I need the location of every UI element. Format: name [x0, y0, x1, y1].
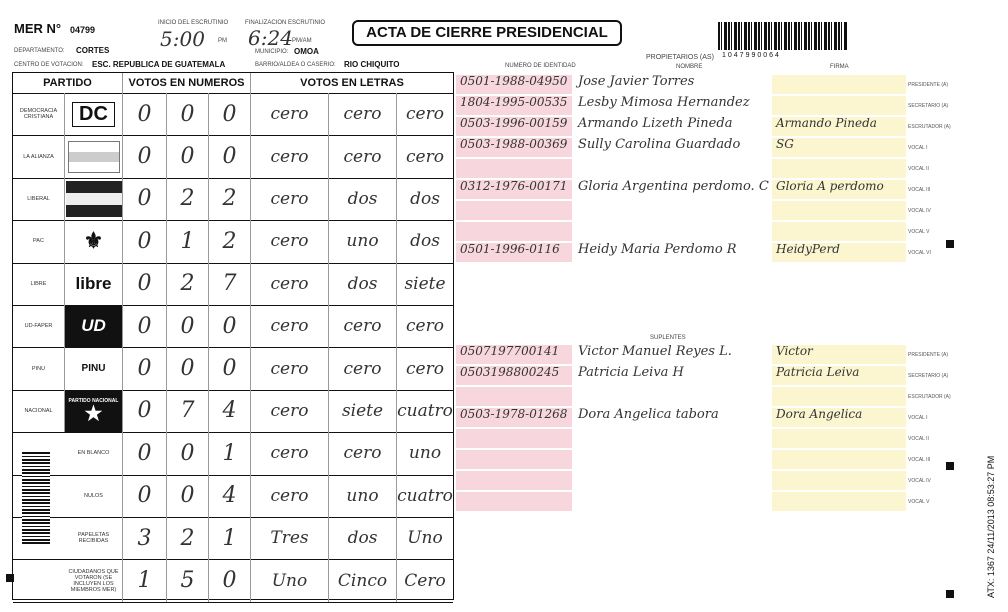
libre-logo: libre — [75, 273, 112, 293]
municipio-label: MUNICIPIO: — [255, 49, 289, 55]
member-signature: SG — [776, 137, 794, 151]
propietarios-label: PROPIETARIOS (AS) — [646, 54, 714, 61]
party-logo — [65, 305, 123, 347]
member-name: Patricia Leiva H — [578, 365, 684, 380]
identity-field-bg — [456, 159, 572, 178]
vote-row — [13, 390, 453, 433]
vote-row — [13, 135, 453, 178]
alignment-marker — [6, 574, 14, 582]
member-row — [456, 74, 949, 95]
party-name: LIBRE — [13, 263, 65, 305]
vote-word: cuatro — [397, 400, 453, 421]
vote-digit: 0 — [123, 263, 167, 305]
suplentes-label: SUPLENTES — [650, 335, 686, 341]
total-row-name: EN BLANCO — [65, 432, 123, 474]
party-logo — [65, 263, 123, 305]
vote-digit: 0 — [209, 559, 251, 601]
vote-word: cero — [251, 475, 329, 517]
timestamp-stamp: ATX: 1367 24/11/2013 08:53:27 PM — [986, 455, 996, 598]
member-row — [456, 407, 928, 428]
vote-word: uno — [329, 475, 397, 517]
member-id: 0507197700141 — [460, 344, 560, 358]
vote-digit: 7 — [209, 263, 251, 305]
party-name: NACIONAL — [13, 390, 65, 432]
barrio-label: BARRIO/ALDEA O CASERIO: — [255, 62, 336, 68]
departamento-value: CORTES — [76, 46, 110, 55]
vote-word: Uno — [407, 528, 443, 549]
vote-digit: 0 — [209, 93, 251, 135]
vote-word: cero — [251, 390, 329, 432]
member-role: VOCAL I — [908, 145, 928, 151]
alignment-marker — [946, 590, 954, 598]
member-row — [456, 200, 931, 221]
member-role: VOCAL IV — [908, 478, 931, 484]
vote-word: cero — [329, 347, 397, 389]
vote-digit: 0 — [167, 305, 209, 347]
vote-digit: 0 — [123, 178, 167, 220]
member-row — [456, 116, 951, 137]
member-name: Jose Javier Torres — [578, 74, 695, 89]
vote-word: cero — [406, 316, 444, 337]
signature-field-bg — [772, 75, 906, 94]
member-role: ESCRUTADOR (A) — [908, 124, 951, 130]
member-role: VOCAL VI — [908, 250, 931, 256]
member-name: Dora Angelica tabora — [578, 407, 719, 422]
mer-label: MER N° — [14, 21, 62, 36]
vote-word: cero — [251, 220, 329, 262]
liberal-flag-icon — [66, 181, 122, 217]
vote-word: cero — [251, 178, 329, 220]
inicio-value: 5:00 — [160, 27, 205, 51]
vote-word: cero — [406, 358, 444, 379]
member-role: SECRETARIO (A) — [908, 103, 949, 109]
vote-digit: 0 — [123, 305, 167, 347]
member-id: 1804-1995-00535 — [460, 95, 568, 109]
party-name: DEMOCRACIA CRISTIANA — [13, 93, 65, 135]
identity-field-bg — [456, 201, 572, 220]
vote-digit: 1 — [209, 517, 251, 559]
vote-word: dos — [410, 231, 440, 252]
vote-word: cero — [251, 432, 329, 474]
municipio-value: OMOA — [294, 47, 319, 56]
identity-field-bg — [456, 222, 572, 241]
vote-word: cero — [329, 305, 397, 347]
vote-digit: 0 — [167, 475, 209, 517]
party-name: PINU — [13, 347, 65, 389]
vote-digit: 0 — [123, 475, 167, 517]
total-row-name: NULOS — [65, 475, 123, 517]
member-row — [456, 242, 931, 263]
member-role: VOCAL II — [908, 436, 929, 442]
signature-field-bg — [772, 471, 906, 490]
identity-field-bg — [456, 450, 572, 469]
vote-digit: 1 — [209, 432, 251, 474]
party-name: LA ALIANZA — [13, 135, 65, 177]
signature-field-bg — [772, 450, 906, 469]
signature-field-bg — [772, 201, 906, 220]
member-row — [456, 137, 928, 158]
member-name: Lesby Mimosa Hernandez — [578, 95, 750, 110]
header-votos-letras: VOTOS EN LETRAS — [300, 77, 404, 89]
centro-value: ESC. REPUBLICA DE GUATEMALA — [92, 60, 226, 69]
vote-row — [13, 432, 453, 475]
vote-digit: 7 — [167, 390, 209, 432]
vote-word: Tres — [251, 517, 329, 559]
inicio-unit: PM — [218, 38, 227, 44]
vote-digit: 0 — [123, 220, 167, 262]
member-name: Heidy Maria Perdomo R — [578, 242, 737, 257]
ud-logo: UD — [81, 316, 106, 336]
vote-row — [13, 517, 453, 560]
vote-digit: 0 — [209, 135, 251, 177]
vote-digit: 0 — [167, 347, 209, 389]
member-id: 0503-1996-00159 — [460, 116, 568, 130]
member-role: SECRETARIO (A) — [908, 373, 949, 379]
vote-digit: 2 — [167, 517, 209, 559]
header-votos-numeros: VOTOS EN NUMEROS — [123, 73, 251, 93]
fin-label: FINALIZACION ESCRUTINIO — [245, 20, 326, 26]
vote-digit: 2 — [167, 263, 209, 305]
party-name: UD-FAPER — [13, 305, 65, 347]
inicio-label: INICIO DEL ESCRUTINIO — [158, 20, 229, 26]
vote-word: cero — [251, 93, 329, 135]
vote-row — [13, 305, 453, 348]
identity-field-bg — [456, 429, 572, 448]
member-row — [456, 344, 949, 365]
vote-digit: 0 — [123, 93, 167, 135]
vote-word: siete — [404, 273, 446, 294]
mer-number: 04799 — [70, 25, 96, 35]
vote-word: cero — [329, 135, 397, 177]
dc-logo: DC — [72, 102, 115, 127]
member-id: 0503-1988-00369 — [460, 137, 568, 151]
votes-table — [12, 72, 454, 600]
vote-word: dos — [329, 517, 397, 559]
vote-digit: 4 — [209, 475, 251, 517]
member-id: 0501-1996-0116 — [460, 242, 560, 256]
member-row — [456, 221, 930, 242]
identidad-label: NUMERO DE IDENTIDAD — [505, 63, 576, 69]
member-id: 0501-1988-04950 — [460, 74, 568, 88]
vote-digit: 2 — [209, 178, 251, 220]
vote-word: siete — [329, 390, 397, 432]
member-role: PRESIDENTE (A) — [908, 82, 949, 88]
member-signature: HeidyPerd — [776, 242, 840, 256]
vote-digit: 2 — [167, 178, 209, 220]
member-id: 0312-1976-00171 — [460, 179, 568, 193]
vote-digit: 1 — [123, 559, 167, 601]
member-name: Victor Manuel Reyes L. — [578, 344, 732, 359]
member-signature: Patricia Leiva — [776, 365, 860, 379]
table-header-row — [13, 73, 453, 94]
vote-word: cero — [251, 263, 329, 305]
alianza-flag-icon — [68, 141, 120, 173]
pinu-logo: PINU — [81, 363, 106, 375]
member-row — [456, 179, 931, 200]
party-logo — [65, 135, 123, 177]
member-row — [456, 365, 949, 386]
vote-word: uno — [329, 220, 397, 262]
firma-label: FIRMA — [830, 64, 849, 70]
row-spacer — [13, 559, 65, 601]
total-row-name: CIUDADANOS QUE VOTARON (SE INCLUYEN LOS MIEMBROS MER) — [65, 559, 123, 601]
identity-field-bg — [456, 492, 572, 511]
member-name: Gloria Argentina perdomo. C — [578, 179, 769, 194]
party-name: LIBERAL — [13, 178, 65, 220]
signature-field-bg — [772, 159, 906, 178]
vote-word: cero — [406, 104, 444, 125]
star-icon: ★ — [84, 402, 103, 425]
identity-field-bg — [456, 471, 572, 490]
vote-digit: 0 — [209, 305, 251, 347]
member-role: ESCRUTADOR (A) — [908, 394, 951, 400]
vote-word: cero — [251, 347, 329, 389]
alignment-marker — [946, 240, 954, 248]
member-role: VOCAL II — [908, 166, 929, 172]
header-partido: PARTIDO — [13, 73, 123, 93]
vote-word: cero — [251, 135, 329, 177]
party-logo — [65, 220, 123, 262]
nombre-label: NOMBRE — [676, 64, 703, 70]
signature-field-bg — [772, 492, 906, 511]
member-id: 0503-1978-01268 — [460, 407, 568, 421]
vote-word: cero — [251, 305, 329, 347]
barcode-top — [718, 22, 848, 50]
vote-word: cero — [329, 432, 397, 474]
vote-row — [13, 475, 453, 518]
member-role: VOCAL IV — [908, 208, 931, 214]
barcode-digits: 1047990064 — [722, 52, 781, 59]
vote-word: cero — [406, 146, 444, 167]
vote-word: dos — [329, 178, 397, 220]
vote-digit: 0 — [167, 432, 209, 474]
vote-word: cuatro — [397, 485, 453, 506]
vote-digit: 0 — [123, 347, 167, 389]
member-name: Armando Lizeth Pineda — [578, 116, 733, 131]
member-role: VOCAL III — [908, 457, 931, 463]
vote-digit: 0 — [167, 135, 209, 177]
vote-digit: 1 — [167, 220, 209, 262]
signature-field-bg — [772, 429, 906, 448]
vote-row — [13, 178, 453, 221]
document-title: ACTA DE CIERRE PRESIDENCIAL — [352, 20, 622, 46]
vote-digit: 2 — [209, 220, 251, 262]
vote-digit: 0 — [123, 390, 167, 432]
departamento-label: DEPARTAMENTO: — [14, 48, 65, 54]
party-logo — [65, 390, 123, 432]
nacional-logo-text: PARTIDO NACIONAL — [68, 397, 119, 404]
vote-word: Cinco — [329, 559, 397, 601]
party-name: PAC — [13, 220, 65, 262]
barrio-value: RIO CHIQUITO — [344, 60, 400, 69]
fin-value: 6:24 — [248, 26, 293, 50]
vote-word: dos — [410, 188, 440, 209]
vote-row — [13, 347, 453, 390]
member-role: VOCAL I — [908, 415, 928, 421]
member-row — [456, 158, 929, 179]
member-role: PRESIDENTE (A) — [908, 352, 949, 358]
vote-digit: 5 — [167, 559, 209, 601]
member-row — [456, 95, 949, 116]
vote-digit: 0 — [123, 135, 167, 177]
vote-word: Uno — [251, 559, 329, 601]
vote-word: uno — [408, 443, 442, 464]
vote-digit: 3 — [123, 517, 167, 559]
vote-row — [13, 220, 453, 263]
member-role: VOCAL III — [908, 187, 931, 193]
member-role: VOCAL V — [908, 499, 930, 505]
member-signature: Gloria A perdomo — [776, 179, 884, 193]
barcode-side — [22, 452, 50, 544]
member-id: 0503198800245 — [460, 365, 560, 379]
party-logo — [65, 93, 123, 135]
fin-unit: PM/AM — [292, 38, 312, 44]
vote-word: dos — [329, 263, 397, 305]
member-row — [456, 470, 931, 491]
member-row — [456, 491, 930, 512]
vote-digit: 4 — [209, 390, 251, 432]
member-row — [456, 428, 929, 449]
member-signature: Dora Angelica — [776, 407, 863, 421]
vote-digit: 0 — [167, 93, 209, 135]
vote-digit: 0 — [123, 432, 167, 474]
vote-row — [13, 559, 453, 602]
member-row — [456, 386, 951, 407]
vote-digit: 0 — [209, 347, 251, 389]
pac-shield-icon: ⚜ — [83, 228, 104, 254]
member-role: VOCAL V — [908, 229, 930, 235]
member-signature: Victor — [776, 344, 813, 358]
alignment-marker — [946, 462, 954, 470]
signature-field-bg — [772, 387, 906, 406]
centro-label: CENTRO DE VOTACION: — [14, 62, 84, 68]
vote-word: cero — [329, 93, 397, 135]
signature-field-bg — [772, 96, 906, 115]
party-logo — [65, 178, 123, 220]
member-signature: Armando Pineda — [776, 116, 877, 130]
identity-field-bg — [456, 387, 572, 406]
vote-word: Cero — [404, 570, 446, 591]
vote-row — [13, 263, 453, 306]
member-row — [456, 449, 931, 470]
total-row-name: PAPELETAS RECIBIDAS — [65, 517, 123, 559]
signature-field-bg — [772, 222, 906, 241]
member-name: Sully Carolina Guardado — [578, 137, 741, 152]
vote-row — [13, 93, 453, 136]
party-logo — [65, 347, 123, 389]
